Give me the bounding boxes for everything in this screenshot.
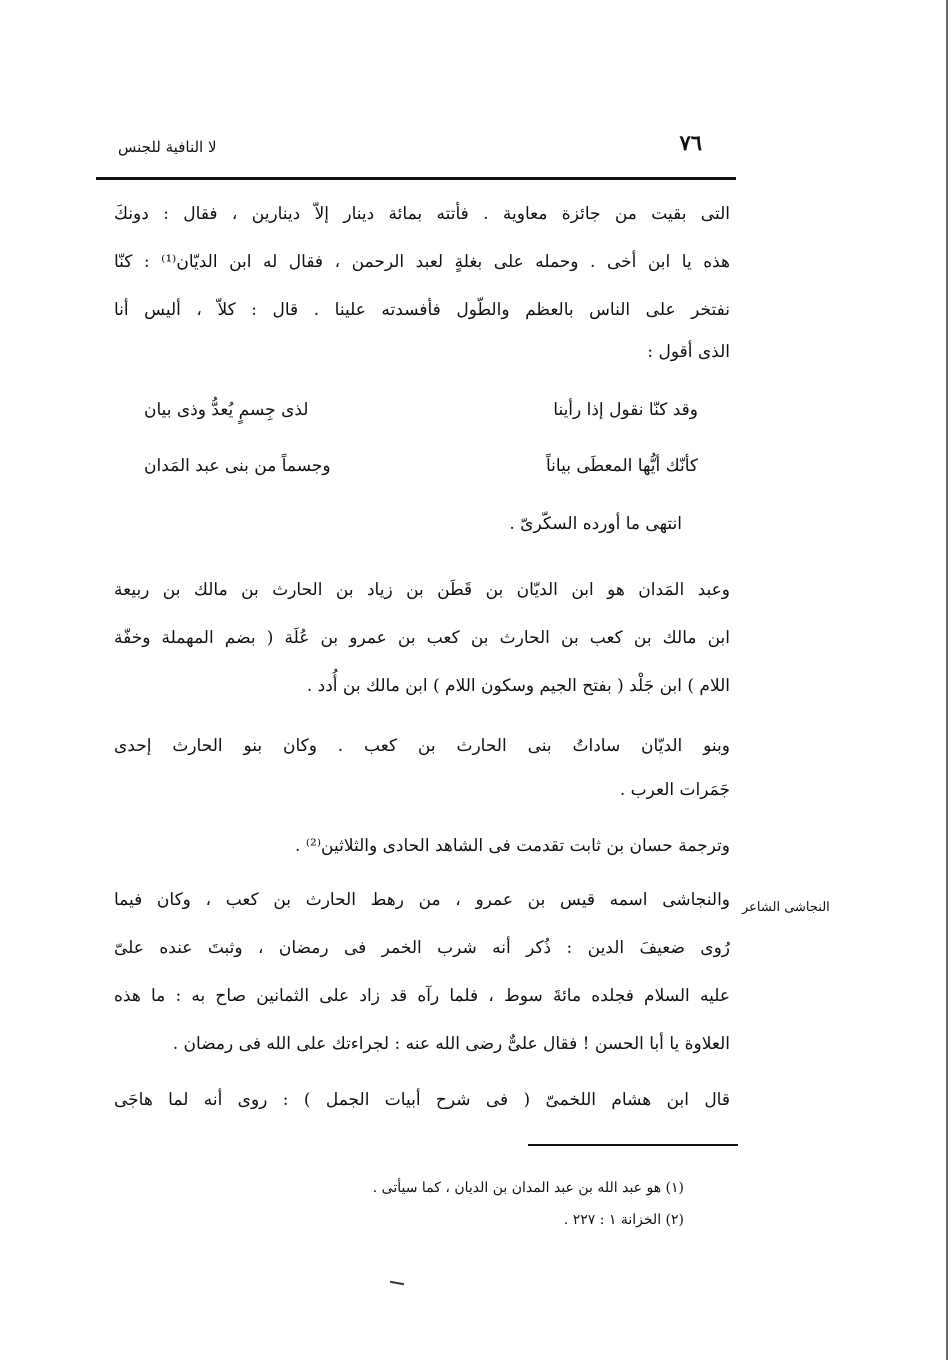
text-line: وترجمة حسان بن ثابت تقدمت فى الشاهد الحادى والثلاثين⁽²⁾ . [295, 836, 730, 856]
end-quote-line: انتهى ما أورده السكّرىّ . [509, 514, 682, 534]
verse-second-hemistich: لذى جِسمٍ يُعدُّ وذى بيان [144, 400, 309, 420]
text-line: العلاوة يا أبا الحسن ! فقال علىٌّ رضى الله عنه : لجراءتك على الله فى رمضان . [172, 1034, 730, 1054]
verse-first-hemistich: وقد كنّا نقول إذا رأينا [553, 400, 698, 420]
text-line: والنجاشى اسمه قيس بن عمرو ، من رهط الحارث بن كعب ، وكان فيما [114, 890, 730, 910]
text-line: وبنو الديّان ساداتُ بنى الحارث بن كعب . وكان بنو الحارث إحدى [114, 736, 730, 756]
footnote-rule [528, 1144, 738, 1146]
text-line: هذه يا ابن أخى . وحمله على بغلةٍ لعبد الرحمن ، فقال له ابن الديّان⁽¹⁾ : كنّا [114, 252, 730, 272]
page-header [96, 118, 730, 178]
text-line: وعبد المَدان هو ابن الديّان بن قَطَن بن زياد بن الحارث بن مالك بن ربيعة [114, 580, 730, 600]
page-edge [946, 0, 948, 1360]
margin-note: النجاشى الشاعر [742, 900, 830, 915]
text-line: الذى أقول : [647, 342, 730, 362]
verse-first-hemistich: كأنّك أيُّها المعطَى بياناً [545, 456, 698, 476]
footnote: (٢) الخزانة ١ : ٢٢٧ . [563, 1212, 684, 1228]
verse-second-hemistich: وجسماً من بنى عبد المَدان [144, 456, 331, 476]
text-line: التى بقيت من جائزة معاوية . فأتته بمائة دينار إلاّ دينارين ، فقال : دونكَ [114, 204, 730, 224]
header-rule [96, 177, 736, 180]
ink-mark [390, 1281, 404, 1285]
text-line: اللام ) ابن جَلْد ( بفتح الجيم وسكون اللام ) ابن مالك بن أُدد . [306, 676, 730, 696]
text-line: عليه السلام فجلده مائةَ سوط ، فلما رآه قد زاد على الثمانين صاح به : ما هذه [114, 986, 730, 1006]
text-line: نفتخر على الناس بالعظم والطّول فأفسدته علينا . قال : كلاّ ، أليس أنا [114, 300, 730, 320]
running-title: لا النافية للجنس [118, 138, 217, 156]
text-line: ابن مالك بن كعب بن الحارث بن كعب بن عمرو بن عُلَة ( بضم المهملة وخفّة [114, 628, 730, 648]
text-line: رُوى ضعيفَ الدين : ذُكر أنه شرب الخمر فى رمضان ، وثبتَ عنده علىّ [114, 938, 730, 958]
footnote: (١) هو عبد الله بن عبد المدان بن الديان ، كما سيأتى . [372, 1180, 684, 1196]
page-number: ٧٦ [679, 130, 702, 155]
text-line: قال ابن هشام اللخمىّ ( فى شرح أبيات الجمل ) : روى أنه لما هاجَى [114, 1090, 730, 1110]
text-line: جَمَرات العرب . [619, 780, 730, 800]
